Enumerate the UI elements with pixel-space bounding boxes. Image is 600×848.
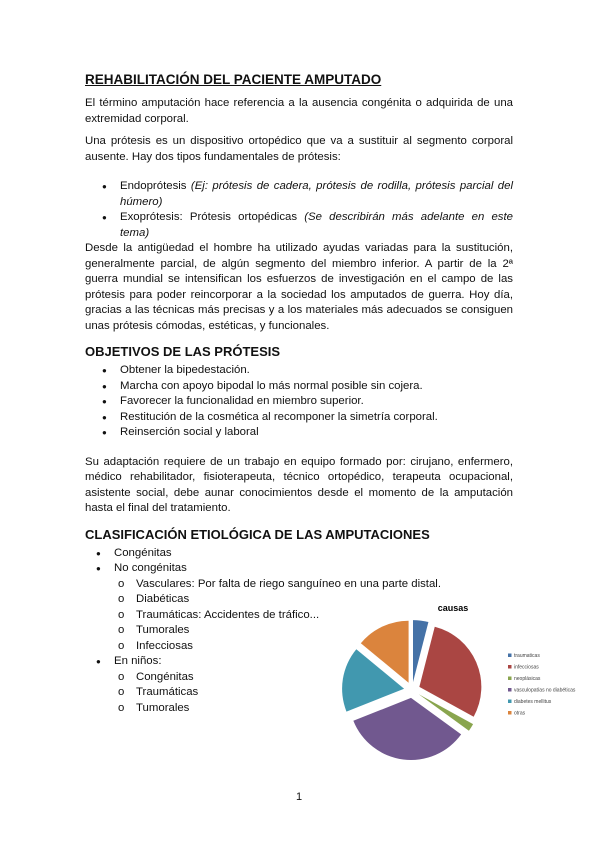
section-heading: CLASIFICACIÓN ETIOLÓGICA DE LAS AMPUTACIONES <box>85 526 430 542</box>
legend-label: traumaticas <box>514 653 540 659</box>
list-item-note: (Ej: prótesis de cadera, prótesis de rodilla, prótesis parcial del húmero) <box>120 180 513 208</box>
legend-swatch <box>508 688 512 692</box>
list-item: o Infecciosas <box>118 639 513 655</box>
legend-label: vasculopatías no diabéticas <box>514 687 576 694</box>
legend-label: neoplásicas <box>514 676 541 682</box>
section-heading: OBJETIVOS DE LAS PRÓTESIS <box>85 344 281 359</box>
list-item: o Congénitas <box>118 670 513 686</box>
list-item: ● Congénitas <box>96 546 513 562</box>
list-item: ● Obtener la bipedestación. <box>102 363 513 379</box>
list-item: ● En niños: <box>96 654 513 670</box>
page-number: 1 <box>296 791 303 803</box>
pie-chart <box>340 595 600 785</box>
legend-label: diabetes mellitus <box>514 699 552 705</box>
list-item: o Traumáticas: Accidentes de tráfico... <box>118 608 513 624</box>
legend-label: infecciosas <box>514 664 539 671</box>
legend-swatch <box>508 654 512 658</box>
legend-swatch <box>508 665 512 669</box>
list-item: o Traumáticas <box>118 685 513 701</box>
prosthesis-types-list <box>102 179 513 241</box>
list-item: ● Marcha con apoyo bipodal lo más normal posible sin cojera. <box>102 379 513 395</box>
paragraph: Una prótesis es un dispositivo ortopédico que va a sustituir al segmento corporal ausente. Hay dos tipos fundamentales de prótesis: <box>85 135 513 163</box>
legend-swatch <box>508 700 512 704</box>
legend-label: otras <box>514 710 526 717</box>
list-item: o Tumorales <box>118 623 513 639</box>
list-item <box>102 179 513 210</box>
page-title: REHABILITACIÓN DEL PACIENTE AMPUTADO <box>85 72 382 87</box>
list-item: ● Favorecer la funcionalidad en miembro superior. <box>102 394 513 410</box>
list-item: o Vasculares: Por falta de riego sanguíneo en una parte distal. <box>118 577 513 593</box>
list-item <box>102 210 513 241</box>
classification-list <box>96 546 513 577</box>
objectives-list <box>102 363 513 441</box>
chart-title: causas <box>437 603 469 613</box>
paragraph: Desde la antigüedad el hombre ha utilizado ayudas variadas para la sustitución, generalmente parcial, de algún segmento del miembro inferior. A partir de la 2ª guerra mundial se intensifican los esfuerzos de investigación en el campo de las prótesis para poder reincorporar a la sociedad los amputados de guerra. Hoy día, gracias a las técnicas más precisas y a los materiales más adecuados se consiguen unas prótesis cómodas, estéticas, y funcionales. <box>85 242 513 332</box>
list-item-label: Exoprótesis: Prótesis ortopédicas <box>120 211 305 223</box>
legend-swatch <box>508 711 512 715</box>
list-item: o Tumorales <box>118 701 513 717</box>
list-item-label: Endoprótesis <box>120 180 191 192</box>
list-item: ● Reinserción social y laboral <box>102 425 513 441</box>
pie-slice-vasculopatías-no-diabéticas <box>353 698 461 760</box>
list-item: ● Restitución de la cosmética al recomponer la simetría corporal. <box>102 410 513 426</box>
legend-swatch <box>508 677 512 681</box>
list-item-note: (Se describirán más adelante en este tema) <box>120 211 513 239</box>
paragraph: El término amputación hace referencia a la ausencia congénita o adquirida de una extremidad corporal. <box>85 97 513 125</box>
list-item: o Diabéticas <box>118 592 513 608</box>
pie-slice-infecciosas <box>419 627 481 717</box>
list-item: ● No congénitas <box>96 561 513 577</box>
paragraph: Su adaptación requiere de un trabajo en equipo formado por: cirujano, enfermero, médico rehabilitador, fisioterapeuta, técnico ortopédico, terapeuta ocupacional, asistente social, debe aunar conocimientos desde el momento de la amputación hasta el final del tratamiento. <box>85 455 513 514</box>
